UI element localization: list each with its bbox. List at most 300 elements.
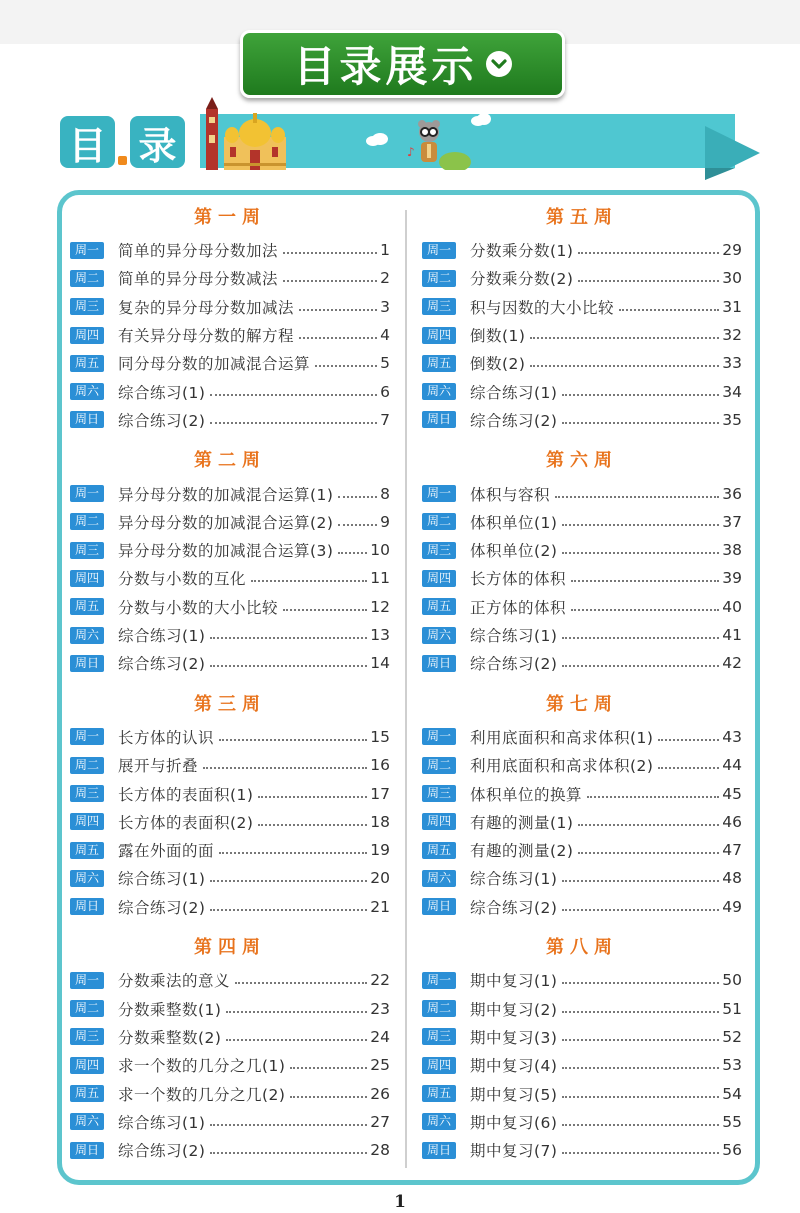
toc-entry[interactable]	[422, 264, 742, 292]
weekday-tag: 周一	[422, 972, 456, 989]
dot-leader	[226, 1039, 367, 1041]
weekday-tag: 周六	[422, 383, 456, 400]
dot-leader	[290, 1067, 367, 1069]
page-ref: 53	[722, 1056, 742, 1075]
dot-leader	[315, 365, 377, 367]
lesson-title: 体积单位(1)	[470, 513, 558, 532]
page-ref: 6	[380, 382, 390, 401]
toc-entry[interactable]	[70, 593, 390, 621]
weekday-tag: 周五	[422, 598, 456, 615]
lesson-title: 分数乘整数(1)	[118, 1000, 222, 1019]
toc-entry[interactable]	[70, 479, 390, 507]
week-section	[70, 200, 390, 443]
lesson-title: 期中复习(5)	[470, 1085, 558, 1104]
dot-leader	[235, 982, 367, 984]
weekday-tag: 周日	[70, 411, 104, 428]
dot-leader	[562, 982, 719, 984]
week-section	[422, 687, 742, 930]
lesson-title: 综合练习(1)	[470, 627, 558, 646]
page-ref: 5	[380, 354, 390, 373]
page-ref: 9	[380, 512, 390, 531]
lesson-title: 期中复习(3)	[470, 1028, 558, 1047]
page-ref: 41	[722, 626, 742, 645]
toc-entry[interactable]	[422, 723, 742, 751]
page-ref: 50	[722, 971, 742, 990]
page-ref: 3	[380, 297, 390, 316]
lesson-title: 正方体的体积	[470, 598, 567, 617]
dot-leader	[530, 337, 719, 339]
page-ref: 34	[722, 382, 742, 401]
page-ref: 18	[370, 812, 390, 831]
toc-entry-body	[470, 1139, 742, 1161]
toc-entry-body	[118, 1054, 390, 1076]
dot-leader	[210, 422, 377, 424]
page-ref: 1	[380, 241, 390, 260]
dot-leader	[530, 365, 719, 367]
lesson-title: 分数乘整数(2)	[118, 1028, 222, 1047]
dot-leader	[210, 1124, 367, 1126]
week-section	[422, 443, 742, 686]
toc-entry[interactable]	[422, 593, 742, 621]
toc-entry[interactable]	[70, 836, 390, 864]
toc-entry[interactable]	[70, 994, 390, 1022]
toc-entry[interactable]	[422, 893, 742, 921]
toc-entry-body	[470, 896, 742, 918]
dot-leader	[210, 909, 367, 911]
weekday-tag: 周日	[70, 655, 104, 672]
toc-entry[interactable]	[70, 649, 390, 677]
dot-leader	[658, 767, 719, 769]
lesson-title: 综合练习(2)	[470, 411, 558, 430]
toc-entry[interactable]	[422, 649, 742, 677]
toc-entry[interactable]	[70, 1051, 390, 1079]
page-ref: 46	[722, 812, 742, 831]
toc-entry[interactable]	[70, 751, 390, 779]
lesson-title: 同分母分数的加减混合运算	[118, 355, 311, 374]
toc-entry[interactable]	[70, 779, 390, 807]
page-ref: 8	[380, 484, 390, 503]
page-ref: 20	[370, 869, 390, 888]
weekday-tag: 周六	[70, 1113, 104, 1130]
dot-leader	[210, 394, 377, 396]
toc-entry-body	[118, 267, 390, 289]
toc-entry[interactable]	[422, 536, 742, 564]
lesson-title: 长方体的表面积(2)	[118, 813, 254, 832]
toc-entry[interactable]	[70, 1079, 390, 1107]
toc-entry[interactable]	[70, 808, 390, 836]
toc-entry[interactable]	[70, 508, 390, 536]
dot-leader	[562, 422, 719, 424]
page-ref: 13	[370, 626, 390, 645]
toc-entry[interactable]	[70, 536, 390, 564]
toc-entry-body	[118, 896, 390, 918]
page-ref: 28	[370, 1141, 390, 1160]
weekday-tag: 周日	[422, 655, 456, 672]
weekday-tag: 周五	[422, 1085, 456, 1102]
toc-entry[interactable]	[422, 293, 742, 321]
page-ref: 2	[380, 269, 390, 288]
page-ref: 37	[722, 512, 742, 531]
lesson-title: 长方体的认识	[118, 728, 215, 747]
week-title: 第八周	[546, 937, 618, 959]
weekday-tag: 周二	[70, 513, 104, 530]
weekday-tag: 周四	[422, 327, 456, 344]
dot-leader	[283, 280, 377, 282]
toc-entry[interactable]	[422, 779, 742, 807]
toc-entry-body	[118, 483, 390, 505]
page-ref: 42	[722, 654, 742, 673]
weekday-tag: 周四	[422, 1057, 456, 1074]
toc-entry[interactable]	[422, 1136, 742, 1164]
week-title: 第六周	[546, 450, 618, 472]
dot-leader	[562, 1124, 719, 1126]
weekday-tag: 周四	[422, 813, 456, 830]
page-ref: 51	[722, 999, 742, 1018]
page-ref: 19	[370, 841, 390, 860]
lesson-title: 积与因数的大小比较	[470, 298, 615, 317]
toc-entry[interactable]	[422, 621, 742, 649]
toc-entry-body	[118, 409, 390, 431]
dot-leader	[562, 524, 719, 526]
page-ref: 55	[722, 1112, 742, 1131]
toc-entry-body	[470, 409, 742, 431]
weekday-tag: 周日	[70, 1142, 104, 1159]
heading-dot	[118, 156, 127, 165]
weekday-tag: 周日	[422, 411, 456, 428]
page-ref: 27	[370, 1112, 390, 1131]
lesson-title: 长方体的体积	[470, 570, 567, 589]
dot-leader	[562, 552, 719, 554]
toc-entry[interactable]	[422, 1108, 742, 1136]
dot-leader	[555, 496, 719, 498]
weekday-tag: 周三	[70, 298, 104, 315]
lesson-title: 有趣的测量(2)	[470, 842, 574, 861]
dot-leader	[210, 880, 367, 882]
page-ref: 17	[370, 784, 390, 803]
week-section	[70, 930, 390, 1173]
weekday-tag: 周一	[70, 242, 104, 259]
dot-leader	[562, 1096, 719, 1098]
dot-leader	[571, 609, 719, 611]
lesson-title: 综合练习(2)	[470, 898, 558, 917]
weekday-tag: 周二	[70, 1000, 104, 1017]
lesson-title: 分数乘法的意义	[118, 972, 231, 991]
page-ref: 44	[722, 756, 742, 775]
toc-entry-body	[118, 754, 390, 776]
week-section	[70, 687, 390, 930]
toc-entry-body	[118, 1083, 390, 1105]
toc-entry-body	[470, 624, 742, 646]
toc-entry[interactable]	[70, 564, 390, 592]
weekday-tag: 周一	[422, 485, 456, 502]
lesson-title: 综合练习(2)	[118, 411, 206, 430]
ribbon-fold	[705, 168, 735, 180]
page-ref: 32	[722, 326, 742, 345]
dot-leader	[562, 665, 719, 667]
toc-entry[interactable]	[422, 508, 742, 536]
toc-entry[interactable]	[422, 1051, 742, 1079]
lesson-title: 综合练习(2)	[470, 655, 558, 674]
weekday-tag: 周三	[422, 1028, 456, 1045]
toc-entry-body	[470, 811, 742, 833]
toc-entry[interactable]	[422, 836, 742, 864]
weekday-tag: 周四	[70, 1057, 104, 1074]
lesson-title: 异分母分数的加减混合运算(1)	[118, 485, 334, 504]
week-title: 第二周	[194, 450, 266, 472]
weekday-tag: 周二	[422, 757, 456, 774]
toc-entry-body	[118, 783, 390, 805]
weekday-tag: 周一	[422, 728, 456, 745]
toc-entry[interactable]	[70, 349, 390, 377]
dot-leader	[210, 665, 367, 667]
lesson-title: 体积与容积	[470, 485, 551, 504]
lesson-title: 体积单位的换算	[470, 785, 583, 804]
toc-column-left	[70, 200, 390, 1174]
toc-entry-body	[470, 1083, 742, 1105]
weekday-tag: 周六	[422, 1113, 456, 1130]
lesson-title: 期中复习(7)	[470, 1142, 558, 1161]
week-title: 第五周	[546, 207, 618, 228]
dot-leader	[210, 1152, 367, 1154]
lesson-title: 长方体的表面积(1)	[118, 785, 254, 804]
dot-leader	[587, 796, 719, 798]
toc-entry-body	[118, 381, 390, 403]
toc-entry[interactable]	[422, 564, 742, 592]
page-ref: 7	[380, 410, 390, 429]
page-ref: 56	[722, 1141, 742, 1160]
weekday-tag: 周三	[70, 785, 104, 802]
toc-entry[interactable]	[70, 966, 390, 994]
toc-entry-body	[118, 596, 390, 618]
week-title: 第一周	[194, 207, 266, 228]
page-ref: 47	[722, 841, 742, 860]
weekday-tag: 周二	[422, 513, 456, 530]
lesson-title: 期中复习(1)	[470, 972, 558, 991]
page-ref: 4	[380, 326, 390, 345]
toc-entry[interactable]	[70, 1108, 390, 1136]
toc-entry-body	[470, 1026, 742, 1048]
lesson-title: 综合练习(1)	[118, 870, 206, 889]
page-ref: 54	[722, 1084, 742, 1103]
toc-entry[interactable]	[422, 406, 742, 434]
column-divider	[405, 210, 407, 1168]
toc-entry-body	[470, 296, 742, 318]
toc-entry-body	[470, 1111, 742, 1133]
lesson-title: 简单的异分母分数加法	[118, 242, 279, 261]
lesson-title: 期中复习(4)	[470, 1057, 558, 1076]
weekday-tag: 周三	[70, 1028, 104, 1045]
toc-entry-body	[470, 567, 742, 589]
weekday-tag: 周五	[422, 355, 456, 372]
lesson-title: 倒数(1)	[470, 327, 526, 346]
toc-banner	[240, 30, 565, 98]
weekday-tag: 周四	[422, 570, 456, 587]
toc-entry-body	[470, 239, 742, 261]
page-ref: 15	[370, 727, 390, 746]
toc-entry[interactable]	[422, 479, 742, 507]
toc-column-right	[422, 200, 742, 1174]
page-ref: 23	[370, 999, 390, 1018]
toc-entry-body	[118, 539, 390, 561]
lesson-title: 综合练习(1)	[470, 383, 558, 402]
lesson-title: 综合练习(2)	[118, 655, 206, 674]
heading-char-2: 录	[130, 116, 185, 168]
page-ref: 49	[722, 897, 742, 916]
weekday-tag: 周六	[422, 627, 456, 644]
page-number: 1	[394, 1192, 406, 1212]
weekday-tag: 周五	[70, 598, 104, 615]
toc-entry[interactable]	[422, 349, 742, 377]
dot-leader	[283, 609, 367, 611]
toc-entry-body	[470, 652, 742, 674]
toc-entry[interactable]	[422, 236, 742, 264]
week-title: 第三周	[194, 693, 266, 715]
toc-entry[interactable]	[70, 293, 390, 321]
page-ref: 30	[722, 269, 742, 288]
dot-leader	[299, 337, 377, 339]
toc-entry-body	[470, 539, 742, 561]
dot-leader	[562, 880, 719, 882]
page-ref: 25	[370, 1056, 390, 1075]
weekday-tag: 周二	[422, 1000, 456, 1017]
toc-entry-body	[118, 624, 390, 646]
toc-entry[interactable]	[70, 377, 390, 405]
lesson-title: 求一个数的几分之几(2)	[118, 1085, 286, 1104]
toc-entry-body	[118, 726, 390, 748]
toc-entry-body	[118, 1139, 390, 1161]
toc-entry-body	[470, 969, 742, 991]
toc-entry[interactable]	[422, 751, 742, 779]
page-ref: 22	[370, 971, 390, 990]
dot-leader	[619, 309, 719, 311]
toc-entry[interactable]	[422, 994, 742, 1022]
chevron-down-icon	[486, 51, 512, 77]
page-ref: 35	[722, 410, 742, 429]
week-section	[422, 930, 742, 1173]
toc-entry[interactable]	[70, 723, 390, 751]
lesson-title: 综合练习(2)	[118, 1142, 206, 1161]
dot-leader	[578, 252, 719, 254]
toc-entry[interactable]	[422, 864, 742, 892]
toc-entry[interactable]	[70, 1023, 390, 1051]
lesson-title: 简单的异分母分数减法	[118, 270, 279, 289]
page-ref: 10	[370, 541, 390, 560]
cloud-icon	[365, 132, 389, 146]
toc-entry-body	[118, 239, 390, 261]
banner-title: 目录展示	[293, 42, 478, 91]
weekday-tag: 周三	[422, 298, 456, 315]
toc-entry-body	[118, 324, 390, 346]
dot-leader	[562, 1039, 719, 1041]
toc-entry[interactable]	[422, 1079, 742, 1107]
toc-entry-body	[118, 652, 390, 674]
lesson-title: 综合练习(1)	[470, 870, 558, 889]
toc-entry-body	[470, 839, 742, 861]
toc-entry-body	[118, 839, 390, 861]
page-ref: 43	[722, 727, 742, 746]
weekday-tag: 周三	[70, 542, 104, 559]
toc-entry[interactable]	[422, 321, 742, 349]
dot-leader	[226, 1011, 367, 1013]
mascot-illustration	[403, 118, 473, 170]
dot-leader	[299, 309, 377, 311]
weekday-tag: 周三	[422, 542, 456, 559]
weekday-tag: 周四	[70, 813, 104, 830]
dot-leader	[258, 796, 367, 798]
weekday-tag: 周一	[422, 242, 456, 259]
lesson-title: 利用底面积和高求体积(1)	[470, 728, 654, 747]
weekday-tag: 周三	[422, 785, 456, 802]
toc-entry[interactable]	[422, 1023, 742, 1051]
toc-entry-body	[470, 483, 742, 505]
toc-entry-body	[470, 596, 742, 618]
toc-entry[interactable]	[70, 621, 390, 649]
toc-entry[interactable]	[422, 966, 742, 994]
page-ref: 36	[722, 484, 742, 503]
palace-illustration	[200, 95, 290, 170]
toc-entry[interactable]	[422, 808, 742, 836]
lesson-title: 综合练习(1)	[118, 627, 206, 646]
dot-leader	[562, 637, 719, 639]
toc-entry[interactable]	[70, 236, 390, 264]
dot-leader	[219, 739, 367, 741]
page-ref: 14	[370, 654, 390, 673]
weekday-tag: 周一	[70, 485, 104, 502]
page-ref: 21	[370, 897, 390, 916]
weekday-tag: 周二	[422, 270, 456, 287]
lesson-title: 露在外面的面	[118, 842, 215, 861]
lesson-title: 体积单位(2)	[470, 542, 558, 561]
toc-entry[interactable]	[70, 406, 390, 434]
toc-entry-body	[470, 352, 742, 374]
weekday-tag: 周日	[422, 1142, 456, 1159]
toc-entry-body	[470, 511, 742, 533]
dot-leader	[562, 1011, 719, 1013]
lesson-title: 综合练习(1)	[118, 1113, 206, 1132]
page-ref: 29	[722, 241, 742, 260]
weekday-tag: 周五	[70, 842, 104, 859]
toc-entry[interactable]	[70, 321, 390, 349]
toc-entry-body	[118, 998, 390, 1020]
page-ref: 11	[370, 569, 390, 588]
dot-leader	[203, 767, 367, 769]
page-ref: 45	[722, 784, 742, 803]
lesson-title: 分数与小数的大小比较	[118, 598, 279, 617]
toc-entry-body	[470, 783, 742, 805]
weekday-tag: 周六	[70, 627, 104, 644]
dot-leader	[578, 824, 719, 826]
dot-leader	[258, 824, 367, 826]
weekday-tag: 周五	[422, 842, 456, 859]
lesson-title: 求一个数的几分之几(1)	[118, 1057, 286, 1076]
toc-entry-body	[118, 567, 390, 589]
toc-entry[interactable]	[70, 1136, 390, 1164]
toc-entry[interactable]	[70, 264, 390, 292]
dot-leader	[571, 580, 719, 582]
toc-entry[interactable]	[70, 893, 390, 921]
toc-entry-body	[470, 998, 742, 1020]
lesson-title: 期中复习(6)	[470, 1113, 558, 1132]
weekday-tag: 周六	[422, 870, 456, 887]
lesson-title: 分数乘分数(1)	[470, 242, 574, 261]
dot-leader	[562, 1152, 719, 1154]
toc-entry-body	[118, 969, 390, 991]
toc-entry[interactable]	[422, 377, 742, 405]
dot-leader	[578, 852, 719, 854]
toc-entry-body	[118, 511, 390, 533]
weekday-tag: 周二	[70, 270, 104, 287]
toc-entry[interactable]	[70, 864, 390, 892]
